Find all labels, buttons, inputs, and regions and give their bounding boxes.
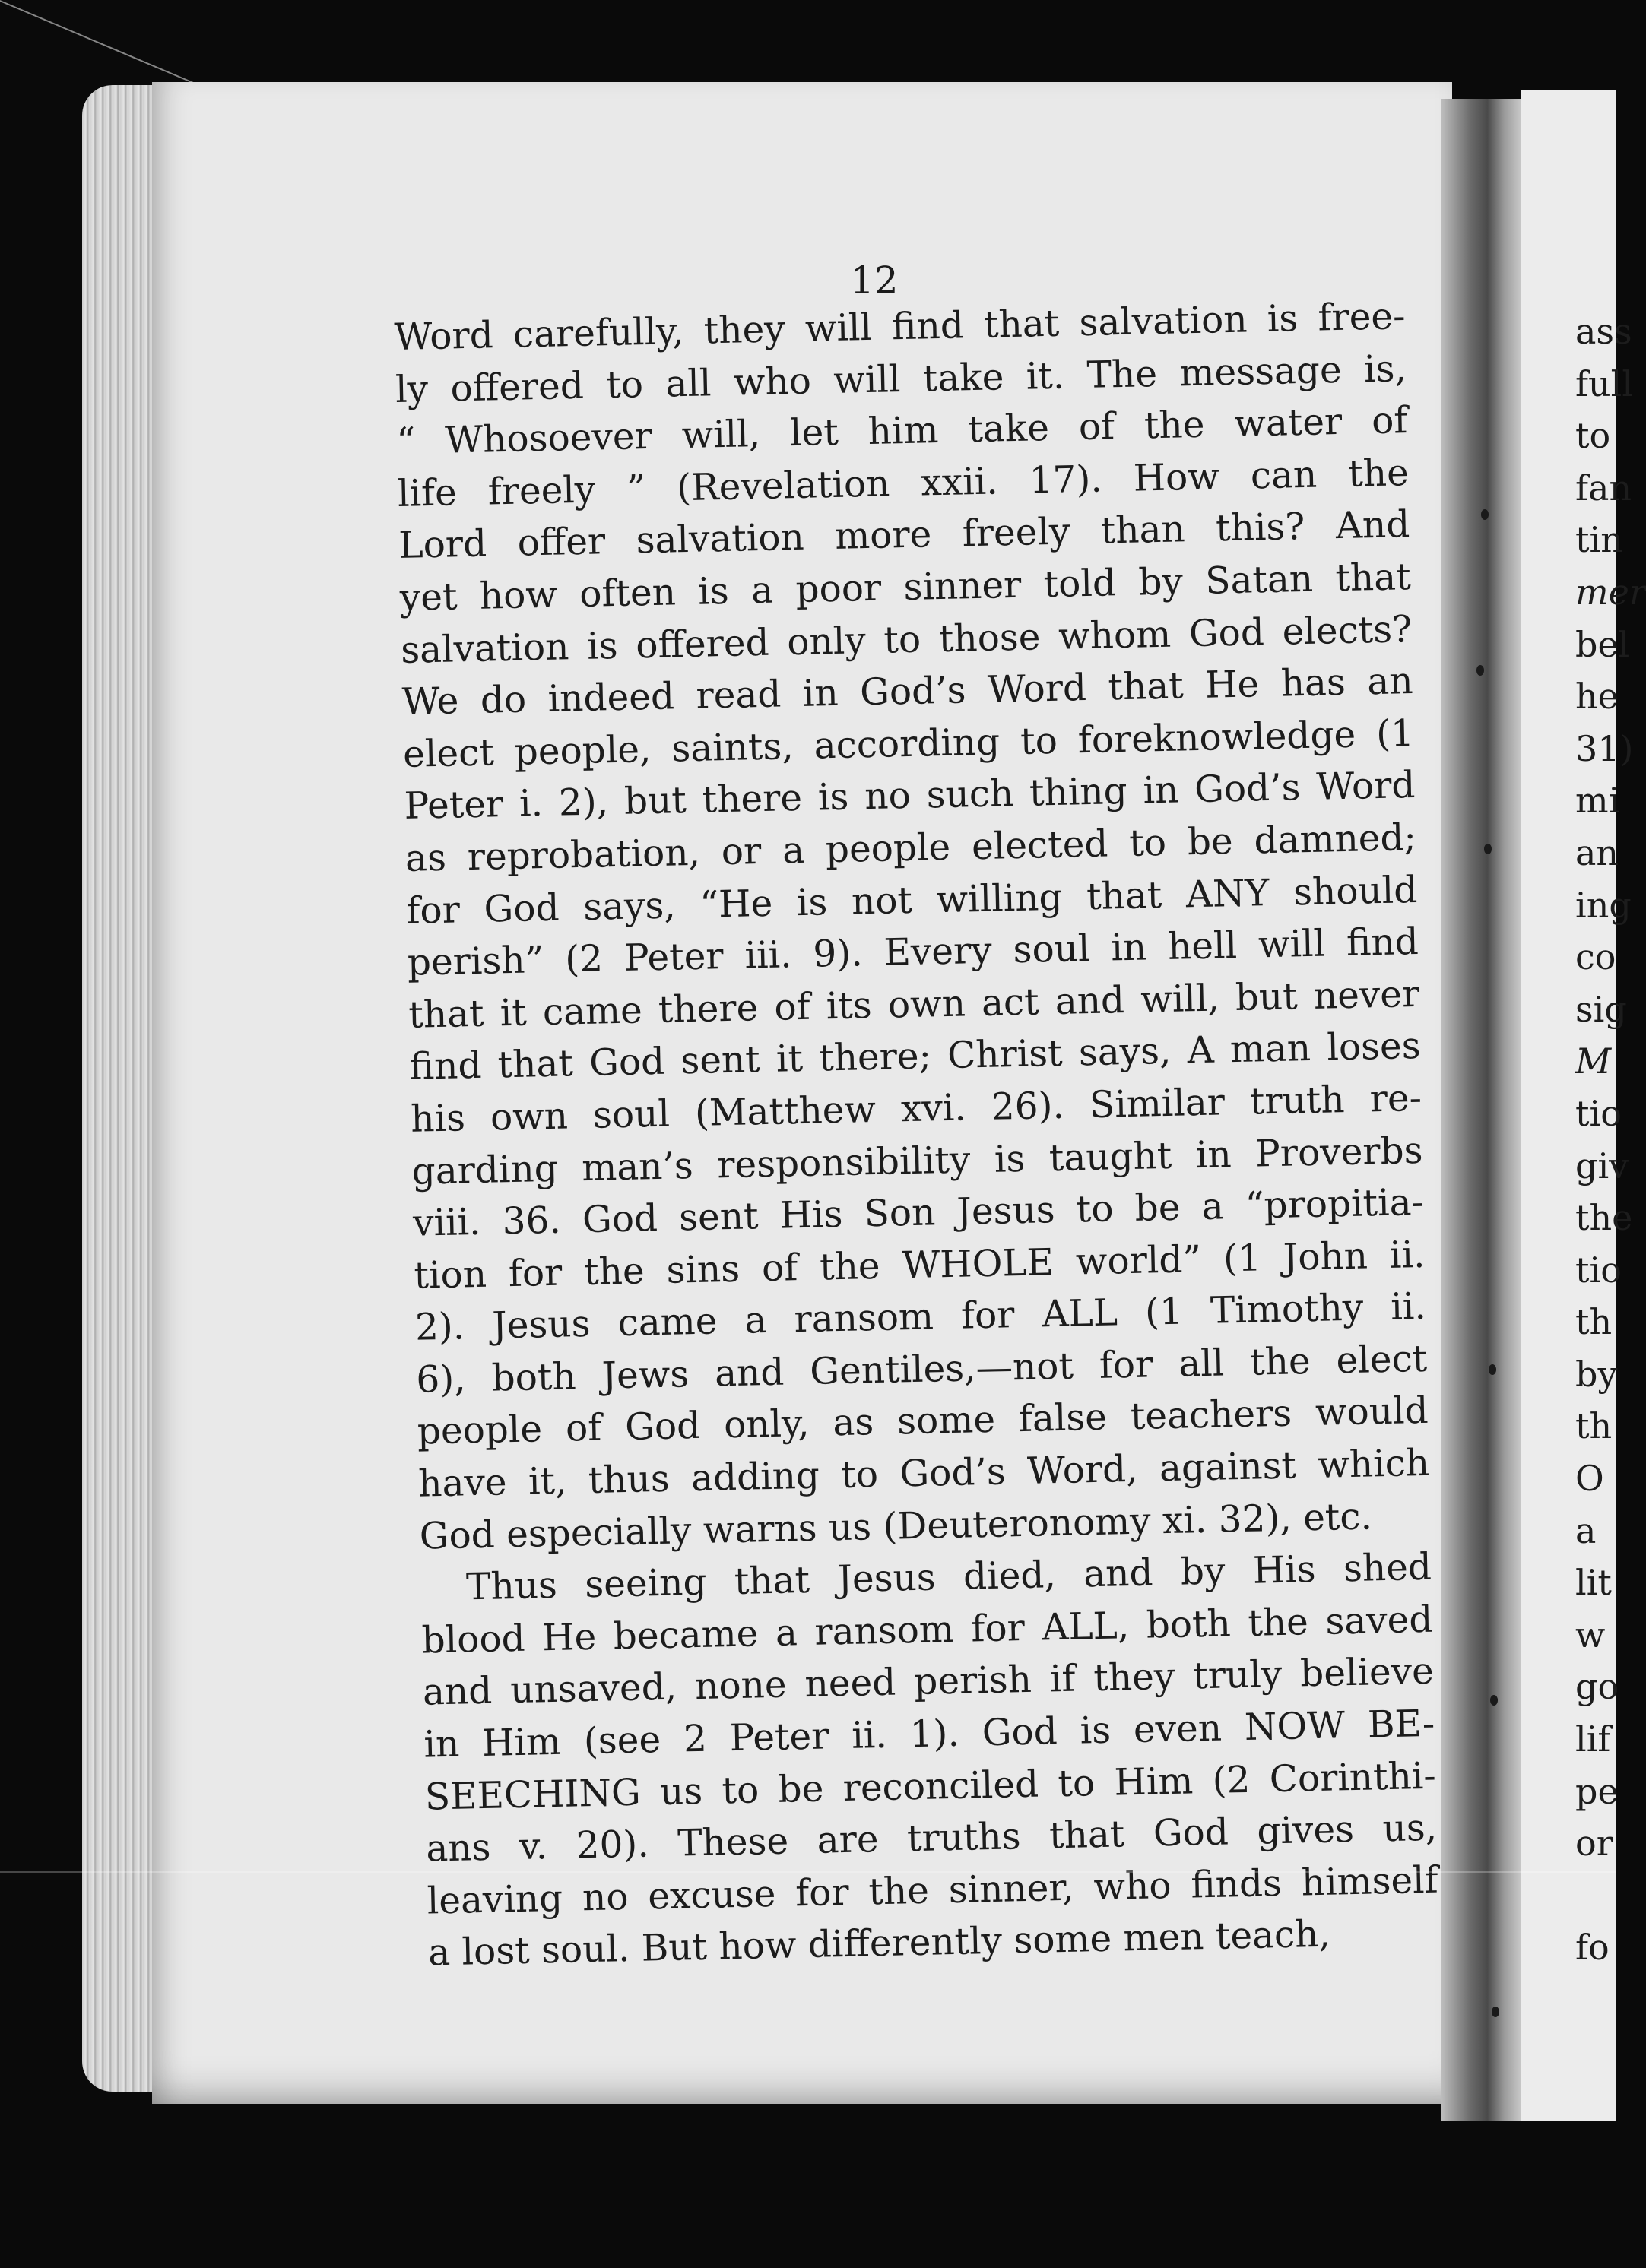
text-line: SEECHING us to be reconciled to Him (2 Corinthi- <box>424 1754 1437 1819</box>
text-line: Word carefully, they will find that salvation is free- <box>394 295 1407 359</box>
right-page-fragments <box>1575 306 1646 1974</box>
fragment: mi <box>1575 780 1620 822</box>
fragment: tio <box>1575 1092 1622 1134</box>
fragment: 31) <box>1575 727 1634 769</box>
stitch-hole <box>1489 1364 1496 1375</box>
text-line: “ Whosoever will, let him take of the water of <box>395 399 1408 464</box>
fragment: fan <box>1575 467 1632 508</box>
stitch-hole <box>1481 509 1489 520</box>
text-line: perish” (2 Peter iii. 9). Every soul in hell will find <box>407 920 1419 984</box>
text-line: garding man’s responsibility is taught in Proverbs <box>411 1129 1423 1193</box>
text-line: yet how often is a poor sinner told by Satan that <box>399 556 1412 619</box>
text-line: viii. 36. God sent His Son Jesus to be a “propitia- <box>412 1180 1425 1245</box>
fragment: th <box>1575 1301 1613 1343</box>
fragment: lit <box>1575 1562 1612 1604</box>
text-line: elect people, saints, according to foreknowledge (1 <box>402 711 1415 776</box>
fragment: the <box>1575 1197 1633 1239</box>
fragment: bel <box>1575 623 1630 665</box>
fragment <box>1575 1870 1621 1922</box>
stitch-hole <box>1476 665 1484 676</box>
stitch-hole <box>1490 1695 1498 1706</box>
fragment: co <box>1575 936 1616 978</box>
fragment: th <box>1575 1405 1613 1447</box>
text-line: 2). Jesus came a ransom for ALL (1 Timothy ii. <box>414 1285 1427 1349</box>
fragment: fo <box>1575 1927 1610 1969</box>
text-line: Peter i. 2), but there is no such thing in God’s Word <box>404 764 1416 828</box>
text-line: a lost soul. But how differently some men teach, <box>427 1913 1331 1975</box>
fragment: he <box>1575 676 1619 717</box>
text-line: Lord offer salvation more freely than this? And <box>398 503 1410 568</box>
page-number: 12 <box>850 258 899 303</box>
fragment: an <box>1575 831 1619 873</box>
text-line: tion for the sins of the WHOLE world” (1 John ii. <box>413 1233 1426 1297</box>
text-line: 6), both Jews and Gentiles,—not for all the elect <box>415 1337 1428 1402</box>
fragment: tin <box>1575 519 1623 561</box>
fragment: by <box>1575 1353 1618 1395</box>
text-line: people of God only, as some false teachers would <box>417 1389 1429 1454</box>
fragment: sig <box>1575 988 1627 1030</box>
fragment: M <box>1575 1041 1612 1082</box>
text-line: as reprobation, or a people elected to be damned; <box>404 816 1417 880</box>
fragment: pe <box>1575 1770 1619 1812</box>
text-line: leaving no excuse for the sinner, who finds himself <box>427 1858 1439 1923</box>
fragment: w <box>1575 1614 1606 1655</box>
fragment: ass <box>1575 311 1632 352</box>
fragment: to <box>1575 415 1611 457</box>
fragment: tio <box>1575 1249 1622 1291</box>
text-line: that it came there of its own act and will, but never <box>408 972 1420 1037</box>
scan-artifact-rule <box>0 1871 1616 1873</box>
fragment: a <box>1575 1509 1597 1551</box>
fragment: mer <box>1575 571 1646 613</box>
fragment: lif <box>1575 1718 1611 1760</box>
text-line: life freely ” (Revelation xxii. 17). How can the <box>397 451 1410 515</box>
body-text <box>394 290 1440 1979</box>
text-line: ly offered to all who will take it. The message is, <box>395 347 1407 411</box>
text-line: We do indeed read in God’s Word that He has an <box>401 660 1414 724</box>
fragment: or <box>1575 1823 1613 1864</box>
stitch-hole <box>1484 844 1492 854</box>
text-line: find that God sent it there; Christ says, A man loses <box>409 1025 1422 1089</box>
text-line: for God says, “He is not willing that ANY should <box>405 868 1418 933</box>
text-line: salvation is offered only to those whom God elects? <box>400 607 1413 672</box>
text-line: his own soul (Matthew xvi. 26). Similar truth re- <box>410 1076 1422 1141</box>
text-line: Thus seeing that Jesus died, and by His shed <box>465 1546 1432 1609</box>
text-line: in Him (see 2 Peter ii. 1). God is even NOW BE- <box>423 1702 1435 1766</box>
text-line: and unsaved, none need perish if they truly believe <box>422 1650 1435 1715</box>
text-line: have it, thus adding to God’s Word, against which <box>417 1441 1430 1506</box>
fragment: giv <box>1575 1145 1629 1186</box>
text-line: blood He became a ransom for ALL, both the saved <box>421 1598 1433 1662</box>
fragment: ing <box>1575 884 1632 926</box>
text-line: ans v. 20). These are truths that God gives us, <box>425 1806 1438 1870</box>
fragment: go <box>1575 1666 1619 1708</box>
fragment: full <box>1575 363 1634 404</box>
scan-background <box>0 2121 1616 2268</box>
stitch-hole <box>1492 2007 1499 2017</box>
book-gutter <box>1441 99 1525 2136</box>
fragment: O <box>1575 1458 1604 1500</box>
text-line: God especially warns us (Deuteronomy xi. 32), etc. <box>419 1495 1373 1558</box>
